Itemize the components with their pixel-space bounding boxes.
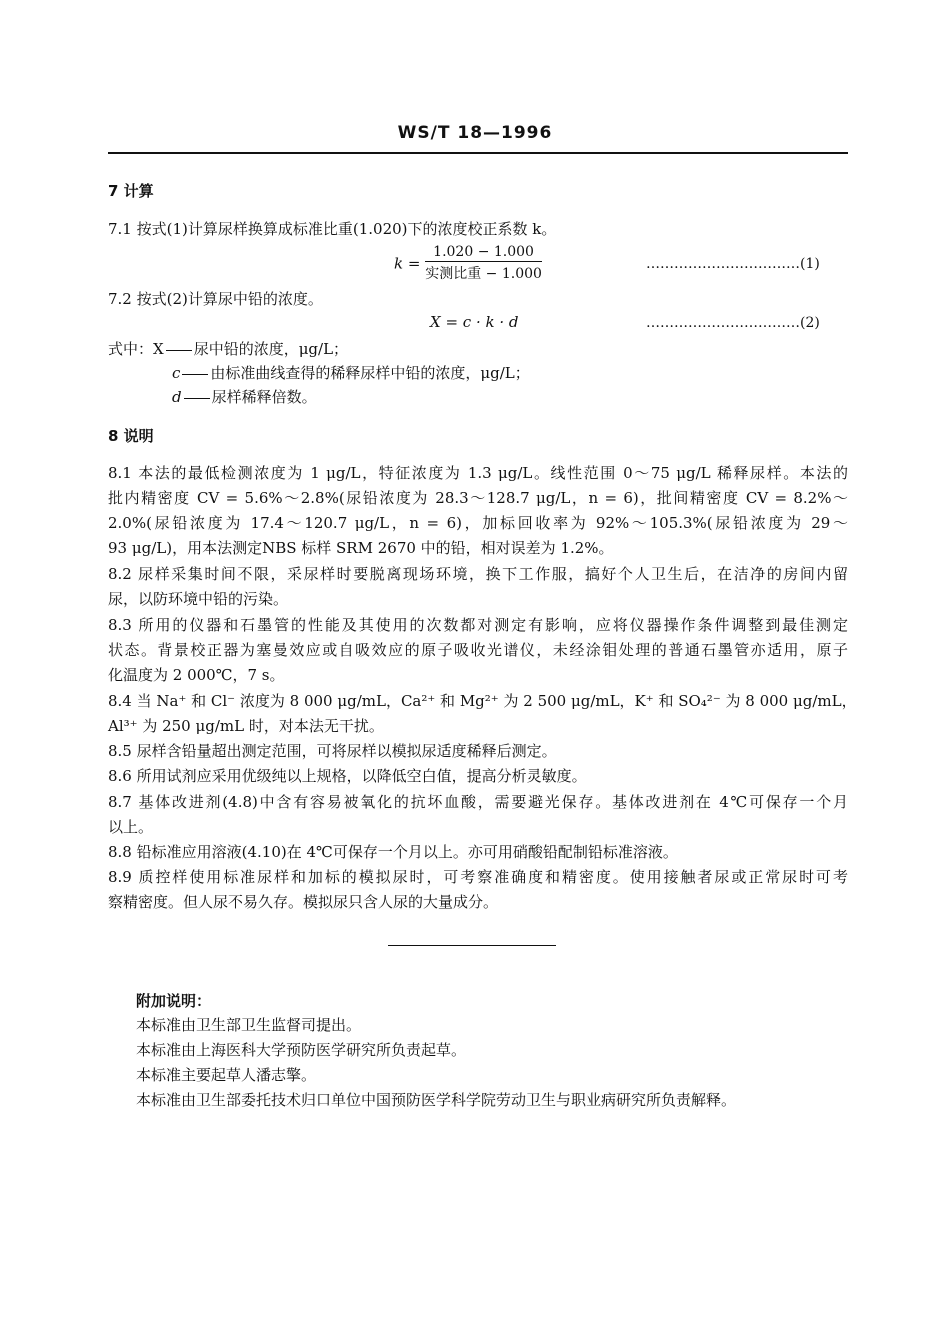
para-8-1-line-3: 2.0%(尿铅浓度为 17.4～120.7 μg/L，n = 6)，加标回收率为 92%～105.3%(尿铅浓度为 29～: [108, 514, 848, 532]
para-8-8: 8.8 铅标准应用溶液(4.10)在 4℃可保存一个月以上。亦可用硝酸铅配制铅标准溶液。: [108, 843, 678, 861]
where-x: [108, 338, 348, 359]
where-d: [172, 386, 317, 407]
formula-1-numerator: 1.020 − 1.000: [425, 244, 542, 262]
notes-title: 附加说明：: [136, 992, 212, 1010]
formula-2-tag: ……………………………(2): [646, 315, 820, 331]
para-8-3-line-1: 8.3 所用的仪器和石墨管的性能及其使用的次数都对测定有影响，应将仪器操作条件调整到最佳测定: [108, 616, 848, 634]
formula-1: [394, 244, 542, 283]
para-8-4-line-2: Al³⁺ 为 250 μg/mL 时，对本法无干扰。: [108, 717, 384, 735]
where-d-desc: 尿样稀释倍数。: [211, 388, 317, 406]
formula-1-lhs: k =: [394, 254, 421, 273]
formula-1-fraction: [425, 244, 542, 283]
para-8-6: 8.6 所用试剂应采用优级纯以上规格，以降低空白值，提高分析灵敏度。: [108, 767, 587, 785]
para-8-7-line-1: 8.7 基体改进剂(4.8)中含有容易被氧化的抗坏血酸，需要避光保存。基体改进剂在 4℃可保存一个月: [108, 793, 848, 811]
where-intro: 式中：X: [108, 340, 164, 358]
para-8-9-line-1: 8.9 质控样使用标准尿样和加标的模拟尿时，可考察准确度和精密度。使用接触者尿或正常尿时可考: [108, 868, 848, 886]
note-1: 本标准由卫生部卫生监督司提出。: [136, 1016, 362, 1034]
formula-1-denominator: 实测比重 − 1.000: [425, 266, 542, 282]
where-d-symbol: d: [172, 388, 182, 406]
para-8-1-line-2: 批内精密度 CV = 5.6%～2.8%(尿铅浓度为 28.3～128.7 μg/L，n = 6)，批间精密度 CV = 8.2%～: [108, 489, 848, 507]
where-c-symbol: c: [172, 364, 181, 382]
where-c-desc: 由标准曲线查得的稀释尿样中铅的浓度，μg/L；: [210, 364, 530, 382]
para-8-2-line-2: 尿，以防环境中铅的污染。: [108, 590, 289, 608]
para-8-3-line-3: 化温度为 2 000℃，7 s。: [108, 666, 285, 684]
para-8-5: 8.5 尿样含铅量超出测定范围，可将尿样以模拟尿适度稀释后测定。: [108, 742, 557, 760]
para-8-1-line-4: 93 μg/L)，用本法测定NBS 标样 SRM 2670 中的铅，相对误差为 1.2%。: [108, 539, 614, 557]
para-8-1-line-1: 8.1 本法的最低检测浓度为 1 μg/L，特征浓度为 1.3 μg/L。线性范围 0～75 μg/L 稀释尿样。本法的: [108, 464, 848, 482]
para-7-1: 7.1 按式(1)计算尿样换算成标准比重(1.020)下的浓度校正系数 k。: [108, 220, 557, 238]
note-4: 本标准由卫生部委托技术归口单位中国预防医学科学院劳动卫生与职业病研究所负责解释。: [136, 1091, 737, 1109]
para-8-9-line-2: 察精密度。但人尿不易久存。模拟尿只含人尿的大量成分。: [108, 893, 499, 911]
note-3: 本标准主要起草人潘志擎。: [136, 1066, 317, 1084]
document-code: WS/T 18—1996: [397, 123, 553, 143]
para-8-4-line-1: 8.4 当 Na⁺ 和 Cl⁻ 浓度为 8 000 μg/mL，Ca²⁺ 和 Mg²⁺ 为 2 500 μg/mL，K⁺ 和 SO₄²⁻ 为 8 000 μg/mL，: [108, 692, 857, 710]
section-7-title: 7 计算: [108, 182, 154, 200]
where-c: [172, 362, 530, 383]
para-8-2-line-1: 8.2 尿样采集时间不限，采尿样时要脱离现场环境，换下工作服，搞好个人卫生后，在洁净的房间内留: [108, 565, 848, 583]
section-8-title: 8 说明: [108, 427, 154, 445]
where-dash: [184, 398, 210, 399]
where-dash: [182, 374, 208, 375]
header-rule: [108, 152, 848, 154]
para-7-2: 7.2 按式(2)计算尿中铅的浓度。: [108, 290, 323, 308]
para-8-3-line-2: 状态。背景校正器为塞曼效应或自吸效应的原子吸收光谱仪，未经涂钼处理的普通石墨管亦适用，原子: [108, 641, 848, 659]
para-8-7-line-2: 以上。: [108, 818, 154, 836]
where-dash: [166, 350, 192, 351]
where-x-desc: 尿中铅的浓度，μg/L；: [193, 340, 349, 358]
formula-1-tag: ……………………………(1): [646, 256, 820, 272]
formula-2: X = c · k · d: [430, 313, 519, 331]
section-separator: [388, 945, 556, 946]
note-2: 本标准由上海医科大学预防医学研究所负责起草。: [136, 1041, 467, 1059]
